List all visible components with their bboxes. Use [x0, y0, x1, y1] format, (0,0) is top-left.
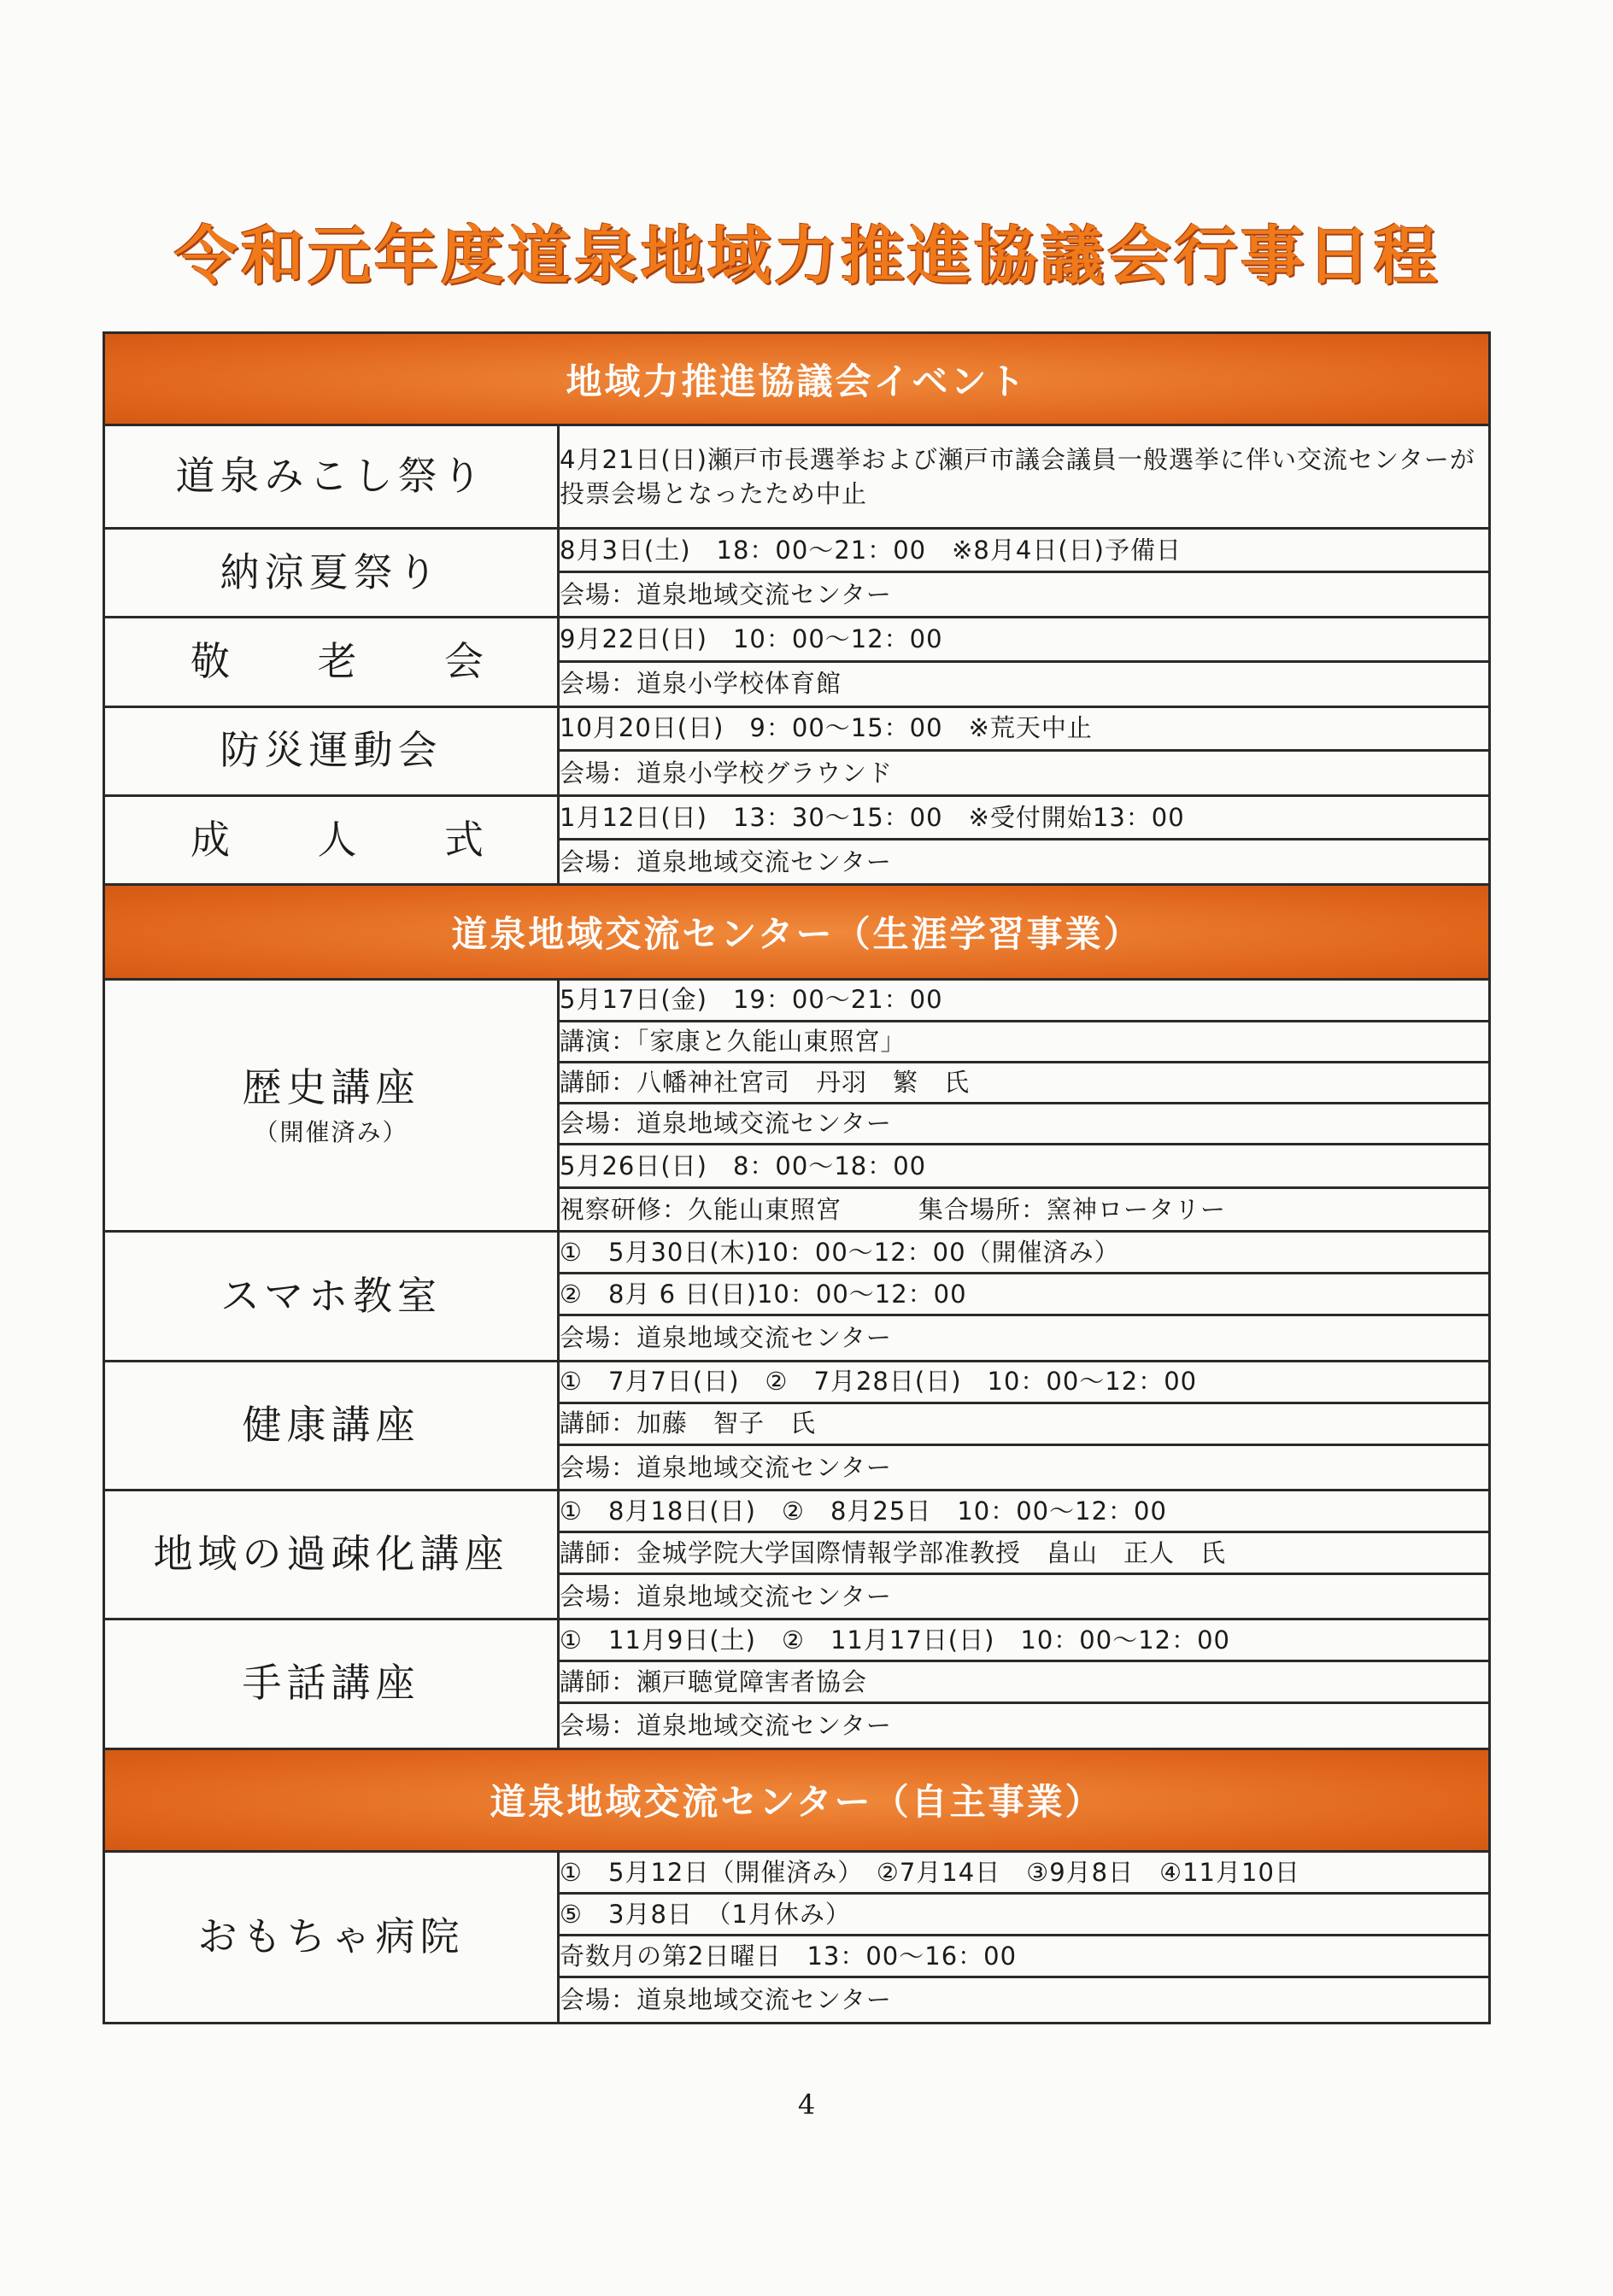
event-lecturer-shuwa: 講師：瀬戸聴覚障害者協会	[559, 1661, 1490, 1703]
event-venue-seijin: 会場：道泉地域交流センター	[559, 840, 1490, 885]
event-lecture-rekishi: 講演：「家康と久能山東照宮」	[559, 1021, 1490, 1062]
event-time-omocha: 奇数月の第2日曜日 13：00～16：00	[559, 1936, 1490, 1977]
table-row	[104, 1490, 1490, 1532]
event-dates-kaso: ① 8月18日(日) ② 8月25日 10：00～12：00	[559, 1490, 1490, 1532]
event-name-omocha: おもちゃ病院	[104, 1852, 559, 2024]
event-name-seijin: 成 人 式	[104, 795, 559, 884]
event-name-kaso: 地域の過疎化講座	[104, 1490, 559, 1619]
event-session-sumaho-2: ② 8月 6 日(日)10：00～12：00	[559, 1274, 1490, 1315]
section-header-events: 地域力推進協議会イベント	[104, 333, 1490, 425]
event-dates-kenko: ① 7月7日(日) ② 7月28日(日) 10：00～12：00	[559, 1361, 1490, 1403]
section-header-lifelong-learning: 道泉地域交流センター（生涯学習事業）	[104, 885, 1490, 979]
table-row	[104, 1620, 1490, 1661]
table-row	[104, 425, 1490, 529]
page-number: 4	[797, 2088, 816, 2121]
document-title: 令和元年度道泉地域力推進協議会行事日程	[174, 220, 1440, 293]
event-name-rekishi: 歴史講座 （開催済み）	[104, 979, 559, 1232]
event-lecturer-kaso: 講師：金城学院大学国際情報学部准教授 畠山 正人 氏	[559, 1532, 1490, 1573]
event-date-seijin: 1月12日(日) 13：30～15：00 ※受付開始13：00	[559, 795, 1490, 839]
event-detail-mikoshi: 4月21日(日)瀬戸市長選挙および瀬戸市議会議員一般選挙に伴い交流センターが投票会場となったため中止	[559, 425, 1490, 529]
event-date-rekishi-1: 5月17日(金) 19：00～21：00	[559, 979, 1490, 1021]
table-row	[104, 1232, 1490, 1274]
event-venue-bosai: 会場：道泉小学校グラウンド	[559, 750, 1490, 795]
table-row	[104, 979, 1490, 1021]
event-tour-rekishi: 視察研修：久能山東照宮 集合場所：窯神ロータリー	[559, 1188, 1490, 1232]
event-name-bosai: 防災運動会	[104, 706, 559, 795]
table-row	[104, 1852, 1490, 1894]
event-venue-shuwa: 会場：道泉地域交流センター	[559, 1703, 1490, 1748]
event-date-rekishi-2: 5月26日(日) 8：00～18：00	[559, 1144, 1490, 1187]
event-date-noryo: 8月3日(土) 18：00～21：00 ※8月4日(日)予備日	[559, 529, 1490, 572]
event-name-mikoshi: 道泉みこし祭り	[104, 425, 559, 529]
event-venue-sumaho: 会場：道泉地域交流センター	[559, 1315, 1490, 1361]
event-venue-omocha: 会場：道泉地域交流センター	[559, 1977, 1490, 2024]
event-venue-keiro: 会場：道泉小学校体育館	[559, 661, 1490, 706]
event-dates-omocha-2: ⑤ 3月8日 （1月休み）	[559, 1894, 1490, 1936]
event-dates-shuwa: ① 11月9日(土) ② 11月17日(日) 10：00～12：00	[559, 1620, 1490, 1661]
table-row	[104, 1361, 1490, 1403]
section-header-independent: 道泉地域交流センター（自主事業）	[104, 1748, 1490, 1852]
table-row	[104, 529, 1490, 572]
table-row	[104, 795, 1490, 839]
event-name-sumaho: スマホ教室	[104, 1232, 559, 1361]
table-row	[104, 706, 1490, 750]
event-venue-kenko: 会場：道泉地域交流センター	[559, 1444, 1490, 1490]
table-row	[104, 618, 1490, 661]
event-lecturer-kenko: 講師：加藤 智子 氏	[559, 1403, 1490, 1444]
event-name-kenko: 健康講座	[104, 1361, 559, 1490]
event-venue-rekishi: 会場：道泉地域交流センター	[559, 1103, 1490, 1144]
event-venue-kaso: 会場：道泉地域交流センター	[559, 1574, 1490, 1620]
schedule-table	[103, 331, 1491, 2024]
event-status-rekishi: （開催済み）	[254, 1117, 408, 1146]
event-session-sumaho-1: ① 5月30日(木)10：00～12：00（開催済み）	[559, 1232, 1490, 1274]
event-name-noryo: 納涼夏祭り	[104, 529, 559, 618]
event-date-keiro: 9月22日(日) 10：00～12：00	[559, 618, 1490, 661]
event-date-bosai: 10月20日(日) 9：00～15：00 ※荒天中止	[559, 706, 1490, 750]
event-lecturer-rekishi: 講師：八幡神社宮司 丹羽 繁 氏	[559, 1062, 1490, 1103]
event-name-keiro: 敬 老 会	[104, 618, 559, 706]
event-venue-noryo: 会場：道泉地域交流センター	[559, 572, 1490, 618]
event-dates-omocha-1: ① 5月12日（開催済み） ②7月14日 ③9月8日 ④11月10日	[559, 1852, 1490, 1894]
event-name-shuwa: 手話講座	[104, 1620, 559, 1748]
